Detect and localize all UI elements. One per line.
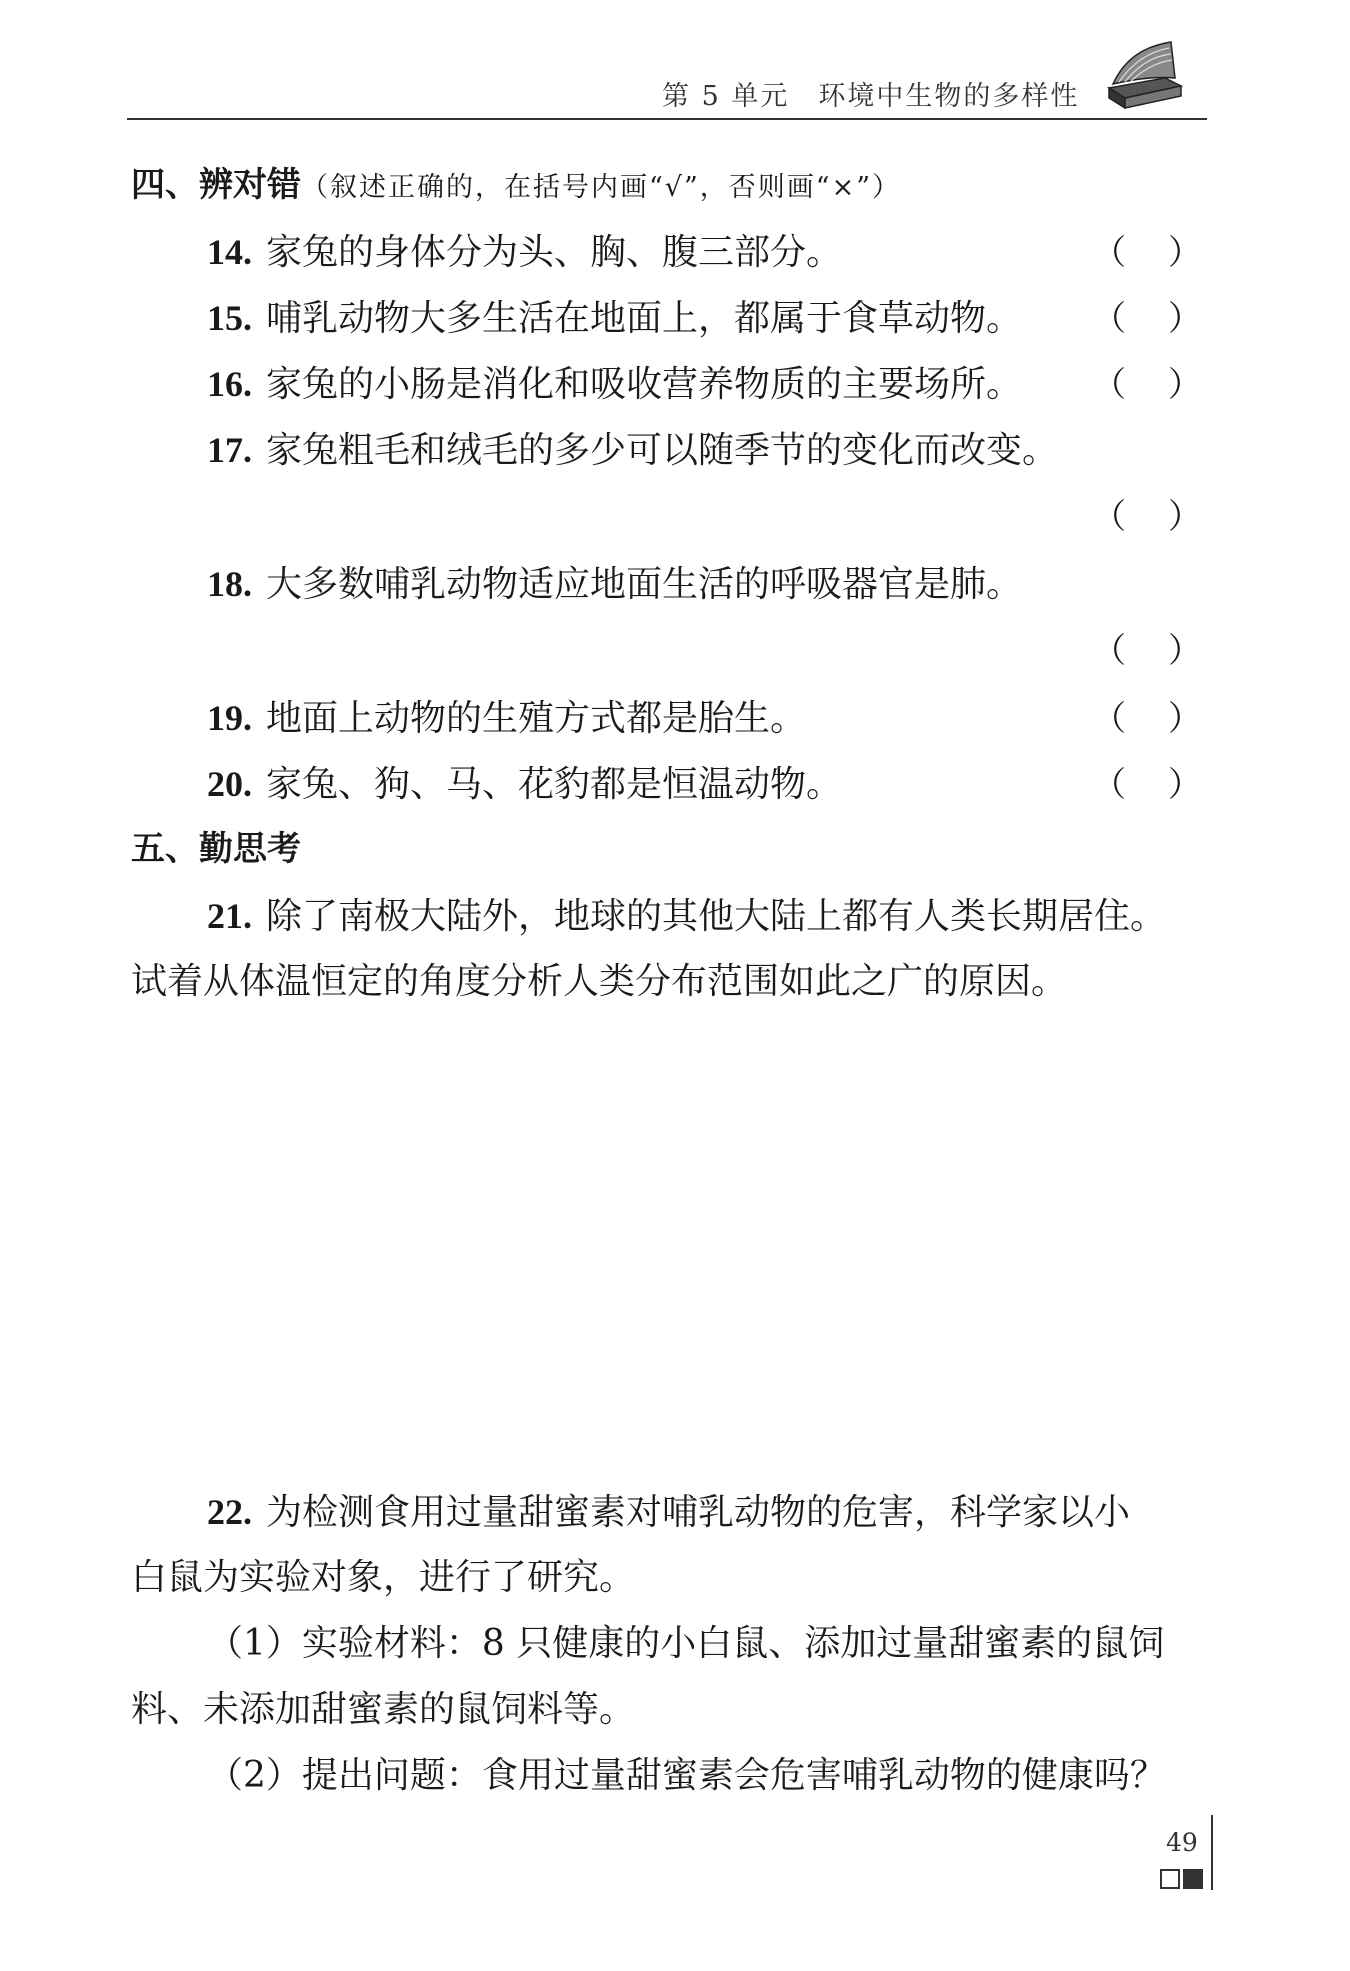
section-4-title: 四、辨对错	[131, 165, 301, 205]
question-number: 16.	[207, 364, 252, 404]
answer-blank-17[interactable]: （ ）	[1092, 497, 1202, 537]
question-19	[207, 700, 806, 737]
book-stack-icon	[1105, 38, 1185, 112]
question-21-line-2: 试着从体温恒定的角度分析人类分布范围如此之广的原因。	[131, 961, 1068, 1002]
question-21-line-1	[207, 898, 1166, 935]
question-17	[207, 432, 1058, 469]
question-number: 17.	[207, 430, 252, 470]
question-text: 为检测食用过量甜蜜素对哺乳动物的危害，科学家以小	[266, 1492, 1131, 1533]
section-4-instructions: （叙述正确的，在括号内画“√”，否则画“×”）	[301, 172, 902, 203]
question-text: 家兔粗毛和绒毛的多少可以随季节的变化而改变。	[266, 430, 1059, 471]
page-number: 49	[1166, 1828, 1198, 1857]
header-rule	[127, 118, 1207, 120]
empty-square-icon	[1160, 1869, 1180, 1889]
answer-blank-15[interactable]: （ ）	[1092, 299, 1202, 339]
answer-blank-18[interactable]: （ ）	[1092, 631, 1202, 671]
question-text: 大多数哺乳动物适应地面生活的呼吸器官是肺。	[266, 564, 1023, 605]
question-text: 地面上动物的生殖方式都是胎生。	[266, 698, 807, 739]
filled-square-icon	[1183, 1869, 1203, 1889]
section-5-title: 五、勤思考	[131, 829, 301, 869]
answer-blank-14[interactable]: （ ）	[1092, 233, 1202, 273]
question-number: 18.	[207, 564, 252, 604]
question-number: 14.	[207, 232, 252, 272]
answer-blank-20[interactable]: （ ）	[1092, 765, 1202, 805]
question-number: 21.	[207, 896, 252, 936]
question-text: 哺乳动物大多生活在地面上，都属于食草动物。	[266, 298, 1023, 339]
footer-squares-icon	[1160, 1869, 1203, 1889]
question-22-sub2-line-1: （2）提出问题：食用过量甜蜜素会危害哺乳动物的健康吗？	[207, 1755, 1166, 1796]
question-text: 家兔的身体分为头、胸、腹三部分。	[266, 232, 843, 273]
question-22-sub1-line-1: （1）实验材料：8 只健康的小白鼠、添加过量甜蜜素的鼠饲	[207, 1623, 1165, 1664]
question-22-sub1-line-2: 料、未添加甜蜜素的鼠饲料等。	[131, 1689, 636, 1730]
footer-rule	[1211, 1815, 1213, 1890]
question-number: 20.	[207, 764, 252, 804]
question-text: 除了南极大陆外，地球的其他大陆上都有人类长期居住。	[266, 896, 1167, 937]
question-22-line-1	[207, 1494, 1130, 1531]
question-number: 19.	[207, 698, 252, 738]
section-title-4	[131, 165, 902, 205]
question-text: 家兔的小肠是消化和吸收营养物质的主要场所。	[266, 364, 1023, 405]
question-20	[207, 766, 842, 803]
question-15	[207, 300, 1022, 337]
question-14	[207, 234, 842, 271]
question-number: 22.	[207, 1492, 252, 1532]
answer-blank-16[interactable]: （ ）	[1092, 365, 1202, 405]
question-16	[207, 366, 1022, 403]
unit-title: 第 5 单元 环境中生物的多样性	[662, 81, 1080, 112]
answer-blank-19[interactable]: （ ）	[1092, 699, 1202, 739]
question-text: 家兔、狗、马、花豹都是恒温动物。	[266, 764, 843, 805]
question-18	[207, 566, 1022, 603]
question-22-line-2: 白鼠为实验对象，进行了研究。	[131, 1557, 636, 1598]
question-number: 15.	[207, 298, 252, 338]
